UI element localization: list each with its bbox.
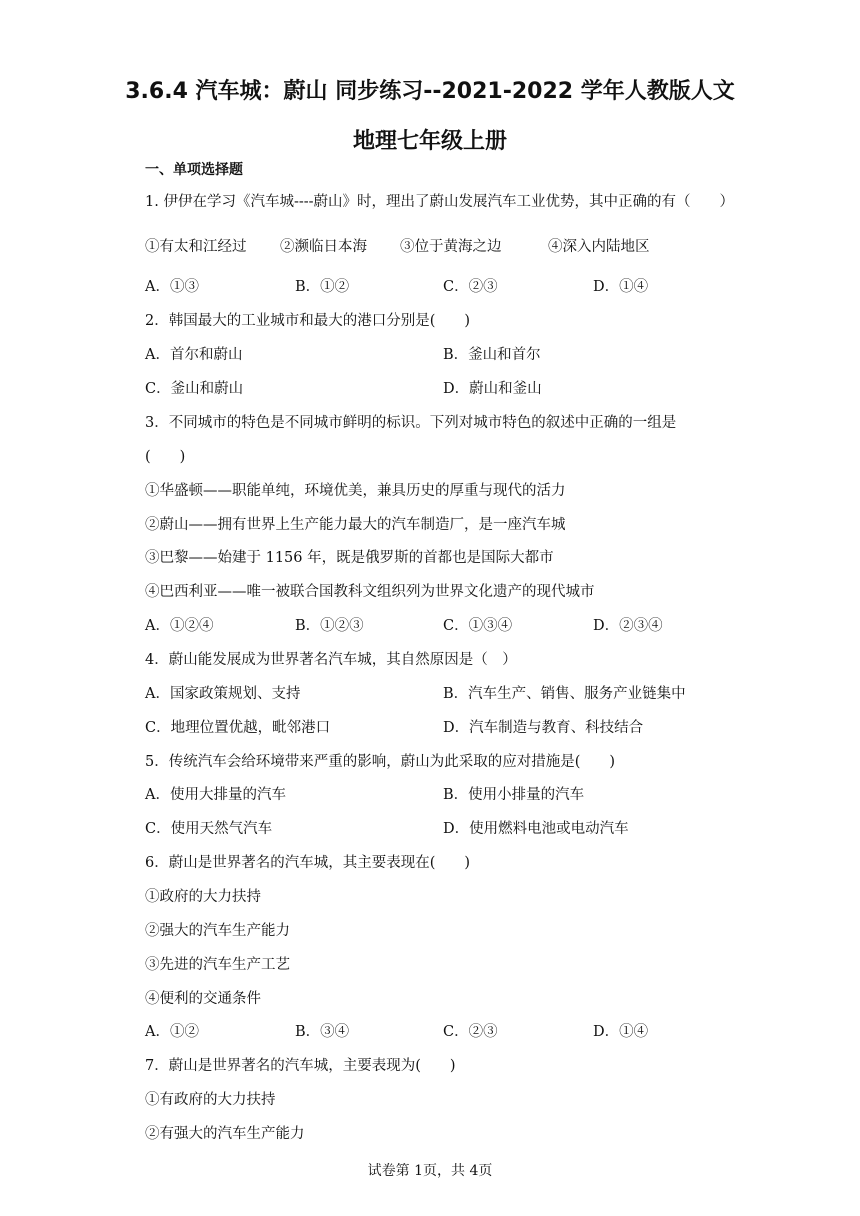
question-7-item: ②有强大的汽车生产能力 xyxy=(145,1126,305,1142)
question-4-option-a: A．国家政策规划、支持 xyxy=(145,686,301,702)
section-heading: 一、单项选择题 xyxy=(145,162,243,178)
question-2-option-c: C．釜山和蔚山 xyxy=(145,381,244,397)
question-3-option-a: A．①②④ xyxy=(145,618,214,634)
question-3-item: ④巴西利亚——唯一被联合国教科文组织列为世界文化遗产的现代城市 xyxy=(145,584,595,600)
question-2-option-a: A．首尔和蔚山 xyxy=(145,347,243,363)
question-7-stem: 7．蔚山是世界著名的汽车城，主要表现为( ) xyxy=(145,1058,456,1074)
question-1-item: ②濒临日本海 xyxy=(280,239,367,255)
question-3-option-b: B．①②③ xyxy=(295,618,364,634)
question-1-item: ③位于黄海之边 xyxy=(400,239,502,255)
question-4-option-b: B．汽车生产、销售、服务产业链集中 xyxy=(443,686,686,702)
question-6-item: ④便利的交通条件 xyxy=(145,991,261,1007)
question-5-option-a: A．使用大排量的汽车 xyxy=(145,787,286,803)
question-3-item: ②蔚山——拥有世界上生产能力最大的汽车制造厂，是一座汽车城 xyxy=(145,517,566,533)
question-3-item: ①华盛顿——职能单纯，环境优美，兼具历史的厚重与现代的活力 xyxy=(145,483,566,499)
question-3-item: ③巴黎——始建于 1156 年，既是俄罗斯的首都也是国际大都市 xyxy=(145,550,554,566)
question-1-item: ④深入内陆地区 xyxy=(548,239,650,255)
question-4-stem: 4．蔚山能发展成为世界著名汽车城，其自然原因是（ ） xyxy=(145,652,517,668)
question-1-option-a: A．①③ xyxy=(145,279,199,295)
page-footer: 试卷第 1页，共 4页 xyxy=(367,1163,493,1179)
question-4-option-c: C．地理位置优越，毗邻港口 xyxy=(145,720,331,736)
question-2-option-b: B．釜山和首尔 xyxy=(443,347,541,363)
document-title-line-1: 3.6.4 汽车城：蔚山 同步练习--2021-2022 学年人教版人文 xyxy=(125,79,735,104)
question-5-option-c: C．使用天然气汽车 xyxy=(145,821,273,837)
question-6-item: ③先进的汽车生产工艺 xyxy=(145,957,290,973)
question-3-stem: 3．不同城市的特色是不同城市鲜明的标识。下列对城市特色的叙述中正确的一组是 xyxy=(145,415,677,431)
question-6-option-d: D．①④ xyxy=(593,1024,649,1040)
question-1-option-b: B．①② xyxy=(295,279,350,295)
question-6-item: ①政府的大力扶持 xyxy=(145,889,261,905)
document-title-line-2: 地理七年级上册 xyxy=(352,129,507,154)
question-1-stem: 1. 伊伊在学习《汽车城----蔚山》时，理出了蔚山发展汽车工业优势，其中正确的有（ ） xyxy=(145,194,735,210)
question-2-stem: 2．韩国最大的工业城市和最大的港口分别是( ) xyxy=(145,313,471,329)
question-6-option-a: A．①② xyxy=(145,1024,199,1040)
question-3-stem-bracket: ( ) xyxy=(145,449,186,465)
question-4-option-d: D．汽车制造与教育、科技结合 xyxy=(443,720,644,736)
question-6-stem: 6．蔚山是世界著名的汽车城，其主要表现在( ) xyxy=(145,855,471,871)
question-5-option-d: D．使用燃料电池或电动汽车 xyxy=(443,821,629,837)
question-1-option-c: C．②③ xyxy=(443,279,498,295)
question-2-option-d: D．蔚山和釜山 xyxy=(443,381,542,397)
question-1-option-d: D．①④ xyxy=(593,279,649,295)
question-3-option-c: C．①③④ xyxy=(443,618,513,634)
question-7-item: ①有政府的大力扶持 xyxy=(145,1092,276,1108)
question-5-stem: 5．传统汽车会给环境带来严重的影响，蔚山为此采取的应对措施是( ) xyxy=(145,754,616,770)
question-6-option-b: B．③④ xyxy=(295,1024,350,1040)
question-3-option-d: D．②③④ xyxy=(593,618,663,634)
question-5-option-b: B．使用小排量的汽车 xyxy=(443,787,585,803)
question-6-option-c: C．②③ xyxy=(443,1024,498,1040)
question-6-item: ②强大的汽车生产能力 xyxy=(145,923,290,939)
question-1-item: ①有太和江经过 xyxy=(145,239,247,255)
